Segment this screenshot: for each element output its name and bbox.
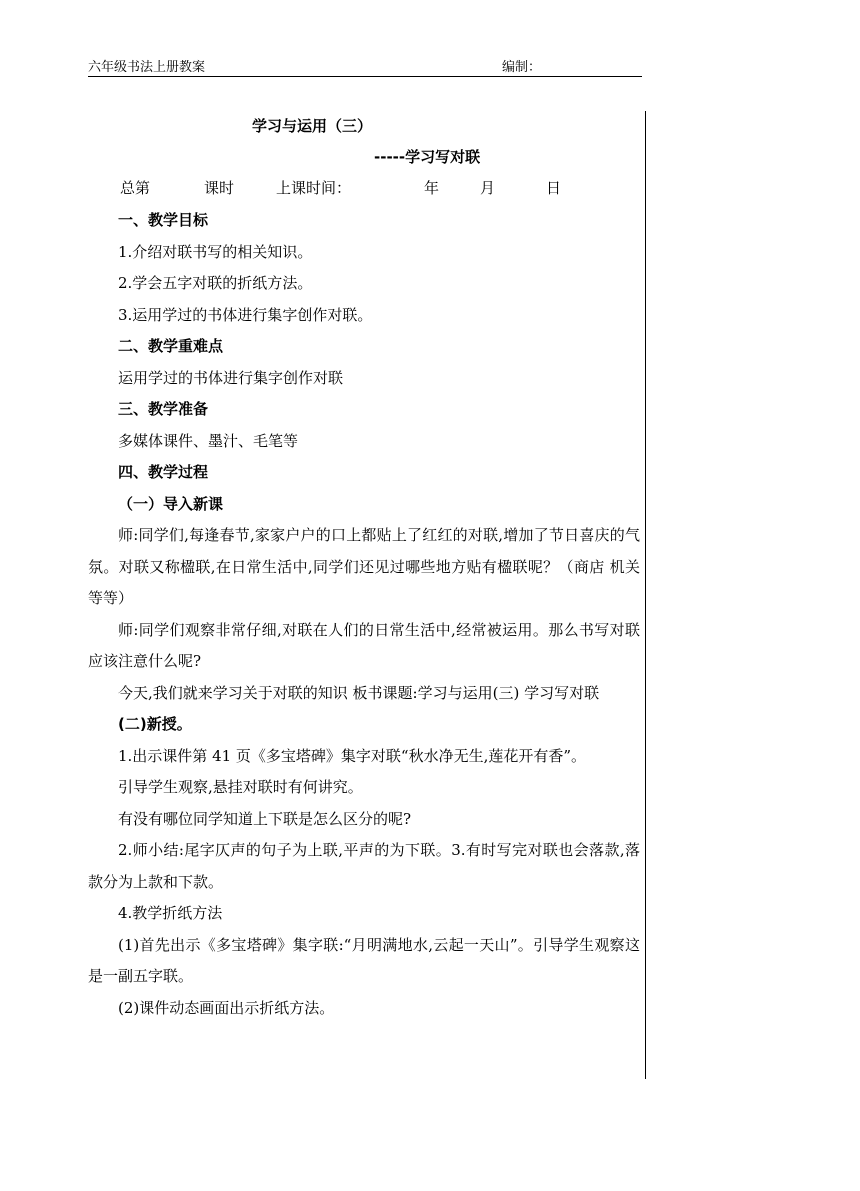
meta-period-label: 课时 — [204, 179, 235, 197]
lesson-subtitle: -----学习写对联 — [374, 148, 481, 166]
lesson-meta-row — [88, 173, 640, 205]
intro-paragraph: 师:同学们观察非常仔细,对联在人们的日常生活中,经常被运用。那么书写对联应该注意什么呢? — [88, 620, 640, 670]
lesson-title: 学习与运用（三） — [252, 117, 373, 135]
new-lesson-title: (二)新授。 — [118, 715, 192, 733]
section-key-title: 二、教学重难点 — [118, 337, 224, 355]
intro-paragraph: 今天,我们就来学习关于对联的知识 板书课题:学习与运用(三) 学习写对联 — [118, 683, 600, 702]
goal-item: 1.介绍对联书写的相关知识。 — [118, 242, 313, 261]
new-lesson-paragraph: 引导学生观察,悬挂对联时有何讲究。 — [118, 778, 363, 796]
page-header — [88, 56, 642, 77]
section-goals-title: 一、教学目标 — [118, 211, 209, 229]
intro-paragraph: 师:同学们,每逢春节,家家户户的口上都贴上了红红的对联,增加了节日喜庆的气氛。对联又称楹联,在日常生活中,同学们还见过哪些地方贴有楹联呢？（商店 机关等等） — [88, 526, 640, 607]
goal-item: 3.运用学过的书体进行集字创作对联。 — [118, 305, 373, 324]
header-course-title: 六年级书法上册教案 — [88, 60, 206, 75]
meta-year-label: 年 — [424, 179, 440, 197]
prep-text: 多媒体课件、墨汁、毛笔等 — [118, 431, 299, 450]
header-editor-label: 编制： — [502, 60, 542, 75]
lesson-plan-body — [88, 111, 640, 1024]
goal-item: 2.学会五字对联的折纸方法。 — [118, 274, 313, 292]
new-lesson-paragraph: 1.出示课件第 41 页《多宝塔碑》集字对联“秋水净无生,莲花开有香”。 — [118, 746, 587, 765]
new-lesson-paragraph: (2)课件动态画面出示折纸方法。 — [118, 998, 335, 1017]
new-lesson-paragraph: 2.师小结:尾字仄声的句子为上联,平声的为下联。3.有时写完对联也会落款,落款分为上款和下款。 — [88, 841, 640, 891]
meta-month-label: 月 — [480, 179, 496, 197]
new-lesson-paragraph: 有没有哪位同学知道上下联是怎么区分的呢? — [118, 809, 412, 828]
new-lesson-paragraph: 4.教学折纸方法 — [118, 904, 223, 922]
meta-total-label: 总第 — [120, 179, 151, 197]
meta-day-label: 日 — [546, 179, 562, 197]
intro-title: （一）导入新课 — [118, 494, 224, 513]
right-margin-rule — [645, 111, 646, 1079]
section-prep-title: 三、教学准备 — [118, 400, 209, 418]
key-point-text: 运用学过的书体进行集字创作对联 — [118, 368, 344, 387]
section-process-title: 四、教学过程 — [118, 463, 209, 481]
new-lesson-paragraph: (1)首先出示《多宝塔碑》集字联:“月明满地水,云起一天山”。引导学生观察这是一副五字联。 — [88, 935, 640, 985]
meta-time-label: 上课时间： — [276, 179, 352, 197]
